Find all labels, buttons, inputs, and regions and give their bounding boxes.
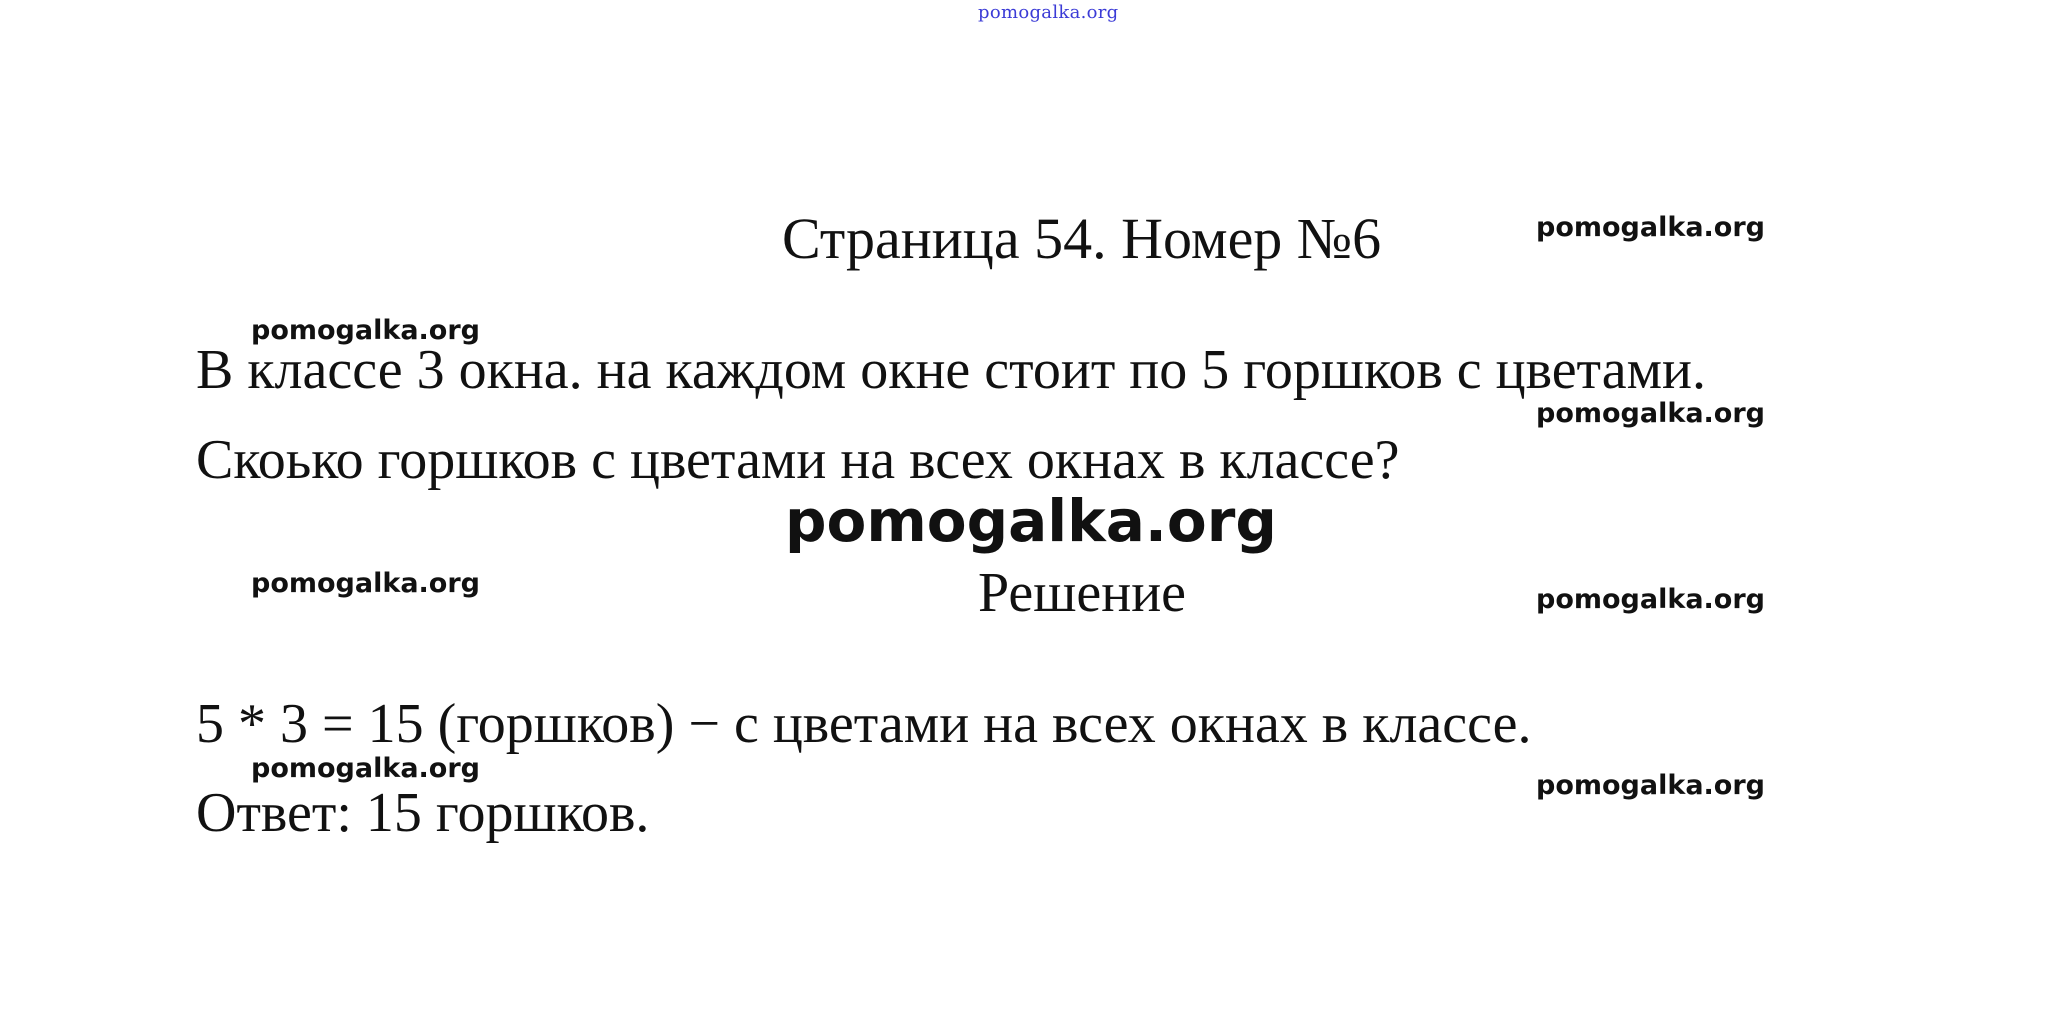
watermark: pomogalka.org (1536, 398, 1765, 429)
solution-heading: Решение (978, 562, 1187, 624)
answer-text: Ответ: 15 горшков. (196, 782, 650, 844)
watermark: pomogalka.org (251, 753, 480, 784)
problem-text-line: Скоько горшков с цветами на всех окнах в классе? (196, 429, 1400, 491)
solution-text: 5 * 3 = 15 (горшков) − с цветами на всех окнах в классе. (196, 693, 1532, 755)
watermark: pomogalka.org (1536, 212, 1765, 243)
page-title: Страница 54. Номер №6 (782, 206, 1382, 271)
watermark: pomogalka.org (1536, 584, 1765, 615)
watermark: pomogalka.org (251, 315, 480, 346)
watermark-large: pomogalka.org (785, 487, 1277, 555)
watermark: pomogalka.org (251, 568, 480, 599)
site-link[interactable]: pomogalka.org (978, 2, 1119, 23)
watermark: pomogalka.org (1536, 770, 1765, 801)
problem-text-line: В классе 3 окна. на каждом окне стоит по 5 горшков с цветами. (196, 339, 1706, 401)
